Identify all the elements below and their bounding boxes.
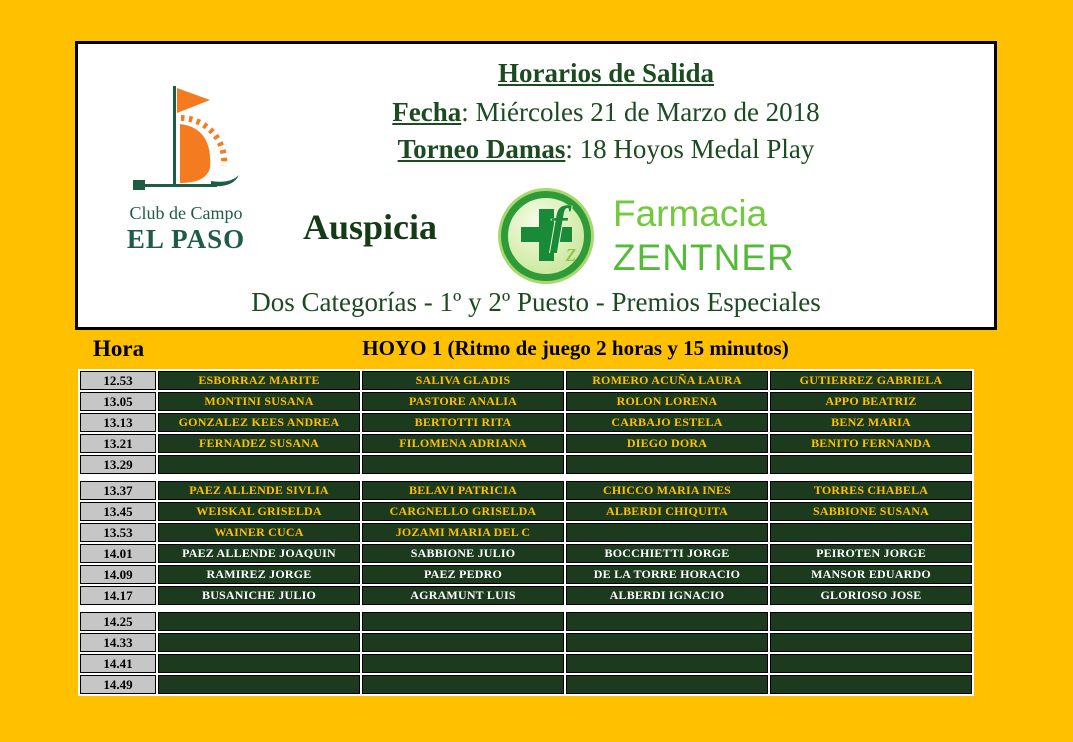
player-cell: BELAVI PATRICIA (362, 481, 564, 500)
player-cell: WEISKAL GRISELDA (158, 502, 360, 521)
player-cell (566, 633, 768, 652)
table-row (80, 612, 972, 631)
player-cell: BENZ MARIA (770, 413, 972, 432)
header-titles (228, 54, 984, 171)
table-row (80, 481, 972, 500)
player-cell: ROMERO ACUÑA LAURA (566, 371, 768, 390)
player-cell (566, 612, 768, 631)
player-cell: SALIVA GLADIS (362, 371, 564, 390)
player-cell: GUTIERREZ GABRIELA (770, 371, 972, 390)
player-cell (158, 612, 360, 631)
player-cell: RAMIREZ JORGE (158, 565, 360, 584)
player-cell: PAEZ PEDRO (362, 565, 564, 584)
player-cell: BERTOTTI RITA (362, 413, 564, 432)
table-row (80, 586, 972, 605)
table-row (80, 502, 972, 521)
player-cell: CARGNELLO GRISELDA (362, 502, 564, 521)
player-cell (158, 675, 360, 694)
time-cell: 13.29 (80, 455, 156, 474)
tournament-label: Torneo Damas (397, 134, 566, 164)
player-cell: CARBAJO ESTELA (566, 413, 768, 432)
player-cell: WAINER CUCA (158, 523, 360, 542)
table-row (80, 544, 972, 563)
time-cell: 13.21 (80, 434, 156, 453)
table-row (80, 654, 972, 673)
player-cell (362, 455, 564, 474)
player-cell: PAEZ ALLENDE SIVLIA (158, 481, 360, 500)
player-cell: JOZAMI MARIA DEL C (362, 523, 564, 542)
time-cell: 14.09 (80, 565, 156, 584)
table-row (80, 565, 972, 584)
player-cell: FERNADEZ SUSANA (158, 434, 360, 453)
sponsor-intro-label: Auspicia (303, 207, 438, 247)
group-gap (80, 476, 972, 479)
player-cell (770, 455, 972, 474)
time-cell: 13.53 (80, 523, 156, 542)
player-cell (566, 455, 768, 474)
player-cell: APPO BEATRIZ (770, 392, 972, 411)
table-row (80, 371, 972, 390)
player-cell (362, 675, 564, 694)
schedule-table (78, 369, 974, 696)
player-cell: AGRAMUNT LUIS (362, 586, 564, 605)
time-cell: 12.53 (80, 371, 156, 390)
player-cell: BUSANICHE JULIO (158, 586, 360, 605)
time-cell: 14.25 (80, 612, 156, 631)
player-cell: SABBIONE SUSANA (770, 502, 972, 521)
hoyo-band-title: HOYO 1 (Ritmo de juego 2 horas y 15 minutos) (362, 336, 789, 360)
tournament-value: : 18 Hoyos Medal Play (565, 134, 815, 164)
group-gap (80, 607, 972, 610)
table-row (80, 675, 972, 694)
schedule-body (80, 371, 972, 694)
time-cell: 13.05 (80, 392, 156, 411)
player-cell (770, 675, 972, 694)
player-cell (362, 654, 564, 673)
player-cell (770, 654, 972, 673)
header-card (75, 41, 997, 330)
sponsor-name-line2: ZENTNER (613, 236, 795, 278)
tournament-line (228, 134, 984, 165)
player-cell: DIEGO DORA (566, 434, 768, 453)
player-cell: ALBERDI IGNACIO (566, 586, 768, 605)
time-cell: 13.37 (80, 481, 156, 500)
table-row (80, 413, 972, 432)
farmacia-zentner-logo-icon (498, 188, 594, 284)
player-cell: GONZALEZ KEES ANDREA (158, 413, 360, 432)
player-cell: TORRES CHABELA (770, 481, 972, 500)
date-line (228, 97, 984, 128)
player-cell (566, 675, 768, 694)
time-cell: 13.13 (80, 413, 156, 432)
time-cell: 14.33 (80, 633, 156, 652)
table-row (80, 633, 972, 652)
monogram-f: f (550, 197, 568, 254)
table-row (80, 523, 972, 542)
player-cell: ESBORRAZ MARITE (158, 371, 360, 390)
player-cell: PEIROTEN JORGE (770, 544, 972, 563)
player-cell (566, 654, 768, 673)
time-cell: 13.45 (80, 502, 156, 521)
player-cell (770, 523, 972, 542)
player-cell (362, 612, 564, 631)
club-name-line2: EL PASO (126, 224, 246, 254)
monogram-z: z (566, 238, 577, 267)
time-cell: 14.17 (80, 586, 156, 605)
player-cell (158, 654, 360, 673)
hora-column-header: Hora (93, 336, 145, 361)
schedule-table-wrap (78, 369, 974, 696)
player-cell (362, 633, 564, 652)
player-cell: GLORIOSO JOSE (770, 586, 972, 605)
player-cell (158, 633, 360, 652)
player-cell: DE LA TORRE HORACIO (566, 565, 768, 584)
player-cell: BOCCHIETTI JORGE (566, 544, 768, 563)
player-cell: ALBERDI CHIQUITA (566, 502, 768, 521)
page-title: Horarios de Salida (497, 58, 714, 88)
player-cell (770, 633, 972, 652)
player-cell: CHICCO MARIA INES (566, 481, 768, 500)
sponsor-name (613, 192, 795, 279)
player-cell (158, 455, 360, 474)
table-row (80, 392, 972, 411)
time-cell: 14.01 (80, 544, 156, 563)
player-cell: MANSOR EDUARDO (770, 565, 972, 584)
table-row (80, 455, 972, 474)
categories-line: Dos Categorías - 1º y 2º Puesto - Premios Especiales (251, 287, 821, 317)
player-cell (566, 523, 768, 542)
player-cell: SABBIONE JULIO (362, 544, 564, 563)
player-cell: PAEZ ALLENDE JOAQUIN (158, 544, 360, 563)
table-row (80, 434, 972, 453)
sponsor-name-line1: Farmacia (613, 193, 768, 234)
player-cell: FILOMENA ADRIANA (362, 434, 564, 453)
player-cell: BENITO FERNANDA (770, 434, 972, 453)
player-cell: ROLON LORENA (566, 392, 768, 411)
club-name-line1: Club de Campo (129, 203, 243, 223)
player-cell: MONTINI SUSANA (158, 392, 360, 411)
time-cell: 14.49 (80, 675, 156, 694)
player-cell: PASTORE ANALIA (362, 392, 564, 411)
date-value: : Miércoles 21 de Marzo de 2018 (461, 97, 820, 127)
time-cell: 14.41 (80, 654, 156, 673)
player-cell (770, 612, 972, 631)
date-label: Fecha (392, 97, 462, 127)
